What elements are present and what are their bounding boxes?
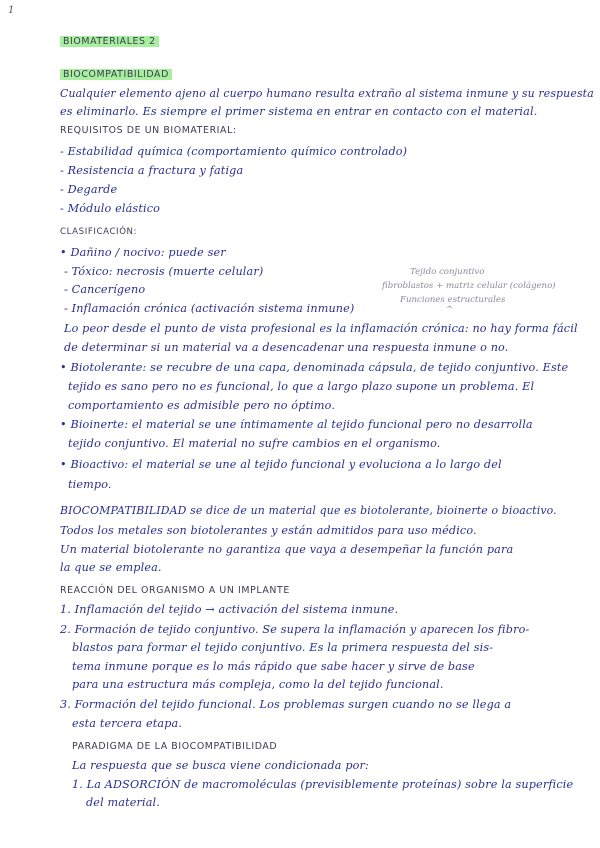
side-note-line: Funciones estructurales bbox=[400, 295, 506, 305]
clasificacion-line: tejido es sano pero no es funcional, lo que a largo plazo supone un problema. El bbox=[68, 380, 535, 393]
side-note-caret: ^ bbox=[446, 305, 454, 315]
clasificacion-line: • Bioinerte: el material se une íntimamente al tejido funcional pero no desarrolla bbox=[60, 418, 533, 431]
clasificacion-line: tejido conjuntivo. El material no sufre cambios en el organismo. bbox=[68, 437, 441, 450]
clasificacion-line: - Tóxico: necrosis (muerte celular) bbox=[64, 265, 264, 278]
reaccion-line: blastos para formar el tejido conjuntivo. Es la primera respuesta del sis- bbox=[72, 641, 494, 654]
requisitos-heading: REQUISITOS DE UN BIOMATERIAL: bbox=[60, 125, 237, 136]
requisito-item: - Resistencia a fractura y fatiga bbox=[60, 164, 244, 177]
biocompat-def-line: Todos los metales son biotolerantes y están admitidos para uso médico. bbox=[60, 524, 477, 537]
paradigma-line: 1. La ADSORCIÓN de macromoléculas (previsiblemente proteínas) sobre la superficie bbox=[72, 778, 574, 791]
reaccion-line: 2. Formación de tejido conjuntivo. Se supera la inflamación y aparecen los fibro- bbox=[60, 623, 530, 636]
clasificacion-line: Lo peor desde el punto de vista profesional es la inflamación crónica: no hay forma fácil bbox=[64, 322, 578, 335]
reaccion-line: para una estructura más compleja, como la del tejido funcional. bbox=[72, 678, 444, 691]
reaccion-heading: REACCIÓN DEL ORGANISMO A UN IMPLANTE bbox=[60, 585, 290, 596]
requisito-item: - Módulo elástico bbox=[60, 202, 160, 215]
clasificacion-line: - Inflamación crónica (activación sistema inmune) bbox=[64, 302, 355, 315]
page-number: 1 bbox=[8, 5, 15, 16]
side-note-line: fibroblastos + matriz celular (colágeno) bbox=[382, 281, 556, 291]
biocompat-def-line: BIOCOMPATIBILIDAD se dice de un material que es biotolerante, bioinerte o bioactivo. bbox=[60, 504, 557, 517]
biocompat-def-line: la que se emplea. bbox=[60, 561, 162, 574]
reaccion-line: 1. Inflamación del tejido → activación del sistema inmune. bbox=[60, 603, 399, 616]
clasificacion-line: • Bioactivo: el material se une al tejido funcional y evoluciona a lo largo del bbox=[60, 458, 502, 471]
clasificacion-line: tiempo. bbox=[68, 478, 112, 491]
clasificacion-line: - Cancerígeno bbox=[64, 283, 146, 296]
paradigma-heading: PARADIGMA DE LA BIOCOMPATIBILIDAD bbox=[72, 741, 278, 752]
page-title: BIOMATERIALES 2 bbox=[60, 36, 159, 47]
reaccion-line: esta tercera etapa. bbox=[72, 717, 183, 730]
intro-line: es eliminarlo. Es siempre el primer sistema en entrar en contacto con el material. bbox=[60, 105, 538, 118]
clasificacion-heading: CLASIFICACIÓN: bbox=[60, 227, 138, 237]
intro-line: Cualquier elemento ajeno al cuerpo humano resulta extraño al sistema inmune y su respuesta bbox=[60, 87, 594, 100]
side-note-line: Tejido conjuntivo bbox=[410, 267, 485, 277]
reaccion-line: 3. Formación del tejido funcional. Los problemas surgen cuando no se llega a bbox=[60, 698, 512, 711]
paradigma-line: La respuesta que se busca viene condicionada por: bbox=[72, 759, 369, 772]
clasificacion-line: • Biotolerante: se recubre de una capa, denominada cápsula, de tejido conjuntivo. Este bbox=[60, 361, 569, 374]
reaccion-line: tema inmune porque es lo más rápido que sabe hacer y sirve de base bbox=[72, 660, 475, 673]
clasificacion-line: de determinar si un material va a desencadenar una respuesta inmune o no. bbox=[64, 341, 509, 354]
section-heading-biocompatibilidad: BIOCOMPATIBILIDAD bbox=[60, 69, 172, 80]
biocompat-def-line: Un material biotolerante no garantiza que vaya a desempeñar la función para bbox=[60, 543, 514, 556]
clasificacion-line: • Dañino / nocivo: puede ser bbox=[60, 246, 226, 259]
requisito-item: - Estabilidad química (comportamiento químico controlado) bbox=[60, 145, 408, 158]
paradigma-line: del material. bbox=[86, 796, 160, 809]
requisito-item: - Degarde bbox=[60, 183, 118, 196]
clasificacion-line: comportamiento es admisible pero no óptimo. bbox=[68, 399, 336, 412]
